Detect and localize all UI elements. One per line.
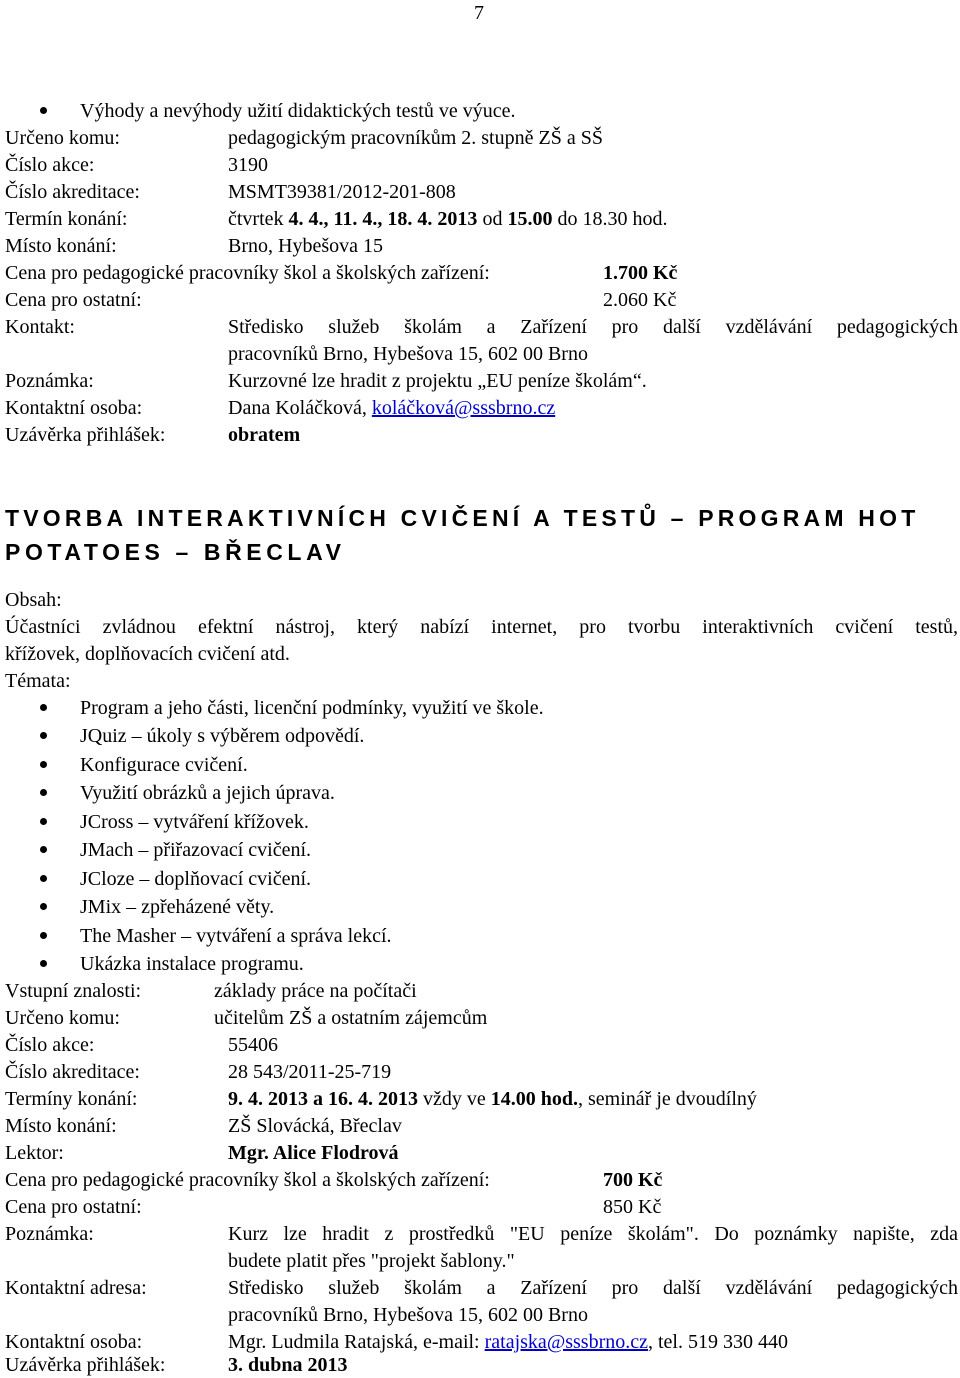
label-akce-2: Číslo akce: <box>5 1034 95 1056</box>
label-cena-ost-2: Cena pro ostatní: <box>5 1196 142 1218</box>
topic-item: JCloze – doplňovací cvičení. <box>80 868 312 890</box>
topic-item: JQuiz – úkoly s výběrem odpovědí. <box>80 725 365 747</box>
obsah-line2: křížovek, doplňovacích cvičení atd. <box>5 643 290 665</box>
label-misto: Místo konání: <box>5 235 117 257</box>
topic-item: Program a jeho části, licenční podmínky, využití ve škole. <box>80 697 544 719</box>
value-cena-ost: 2.060 Kč <box>603 289 677 311</box>
value-misto: Brno, Hybešova 15 <box>228 235 383 257</box>
value-adresa-line2: pracovníků Brno, Hybešova 15, 602 00 Brno <box>228 1304 588 1326</box>
label-znalosti: Vstupní znalosti: <box>5 980 142 1002</box>
bullet-dot <box>40 932 47 939</box>
value-termin <box>228 206 667 232</box>
termin-dates: 4. 4., 11. 4., 18. 4. 2013 <box>288 208 478 230</box>
topic-item: The Masher – vytváření a správa lekcí. <box>80 925 392 947</box>
label-cena-ost: Cena pro ostatní: <box>5 289 142 311</box>
value-poznamka: Kurzovné lze hradit z projektu „EU peníze školám“. <box>228 370 647 392</box>
bullet-dot <box>40 903 47 910</box>
topic-item: JMix – zpřeházené věty. <box>80 896 275 918</box>
label-misto-2: Místo konání: <box>5 1115 117 1137</box>
label-kontakt: Kontakt: <box>5 316 75 338</box>
osoba-2-name: Mgr. Ludmila Ratajská, e-mail: <box>228 1331 485 1353</box>
bullet-dot <box>40 761 47 768</box>
label-uzaverka-2: Uzávěrka přihlášek: <box>5 1354 166 1376</box>
label-poznamka-2: Poznámka: <box>5 1223 94 1245</box>
value-cena-ped-2: 700 Kč <box>603 1169 663 1191</box>
bullet-dot <box>40 818 47 825</box>
label-cena-ped: Cena pro pedagogické pracovníky škol a školských zařízení: <box>5 262 490 284</box>
label-cena-ped-2: Cena pro pedagogické pracovníky škol a školských zařízení: <box>5 1169 490 1191</box>
topic-item: Konfigurace cvičení. <box>80 754 248 776</box>
value-adresa-line1: Středisko služeb školám a Zařízení pro další vzdělávání pedagogických <box>228 1277 958 1299</box>
course-title-line1: TVORBA INTERAKTIVNÍCH CVIČENÍ A TESTŮ – PROGRAM HOT <box>5 505 920 531</box>
label-akreditace: Číslo akreditace: <box>5 181 140 203</box>
topic-item: Ukázka instalace programu. <box>80 953 304 975</box>
value-akce: 3190 <box>228 154 268 176</box>
label-obsah: Obsah: <box>5 589 62 611</box>
value-terminy <box>228 1086 757 1112</box>
label-lektor: Lektor: <box>5 1142 64 1164</box>
value-poznamka-line1: Kurz lze hradit z prostředků "EU peníze školám". Do poznámky napište, zda <box>228 1223 958 1245</box>
value-akreditace: MSMT39381/2012-201-808 <box>228 181 456 203</box>
topic-item: JCross – vytváření křížovek. <box>80 811 309 833</box>
bullet-item: Výhody a nevýhody užití didaktických testů ve výuce. <box>80 100 516 122</box>
label-terminy: Termíny konání: <box>5 1088 138 1110</box>
email-link-2[interactable]: ratajska@sssbrno.cz <box>484 1331 648 1353</box>
termin-mid: od <box>477 208 508 230</box>
value-urceno-2: učitelům ZŠ a ostatním zájemcům <box>214 1007 488 1029</box>
label-urceno-2: Určeno komu: <box>5 1007 120 1029</box>
bullet-dot <box>40 704 47 711</box>
label-osoba: Kontaktní osoba: <box>5 397 143 419</box>
value-cena-ped: 1.700 Kč <box>603 262 678 284</box>
topic-item: JMach – přiřazovací cvičení. <box>80 839 312 861</box>
course-title-line2: POTATOES – BŘECLAV <box>5 539 346 565</box>
bullet-dot <box>40 732 47 739</box>
value-cena-ost-2: 850 Kč <box>603 1196 662 1218</box>
bullet-dot <box>40 789 47 796</box>
email-link[interactable]: koláčková@sssbrno.cz <box>371 397 556 419</box>
label-osoba-2: Kontaktní osoba: <box>5 1331 143 1353</box>
value-poznamka-line2: budete platit přes "projekt šablony." <box>228 1250 515 1272</box>
label-termin: Termín konání: <box>5 208 128 230</box>
label-akreditace-2: Číslo akreditace: <box>5 1061 140 1083</box>
termin-pre: čtvrtek <box>228 208 289 230</box>
value-misto-2: ZŠ Slovácká, Břeclav <box>228 1115 402 1137</box>
page-number: 7 <box>474 2 484 24</box>
terminy-mid: vždy ve <box>418 1088 491 1110</box>
value-znalosti: základy práce na počítači <box>214 980 417 1002</box>
label-urceno: Určeno komu: <box>5 127 120 149</box>
value-kontakt-line1: Středisko služeb školám a Zařízení pro další vzdělávání pedagogických <box>228 316 958 338</box>
value-uzaverka-2: 3. dubna 2013 <box>228 1354 348 1376</box>
value-akce-2: 55406 <box>228 1034 278 1056</box>
value-akreditace-2: 28 543/2011-25-719 <box>228 1061 392 1083</box>
label-akce: Číslo akce: <box>5 154 95 176</box>
label-poznamka: Poznámka: <box>5 370 94 392</box>
value-uzaverka: obratem <box>228 424 301 446</box>
terminy-post: , seminář je dvoudílný <box>578 1088 757 1110</box>
bullet-dot <box>40 846 47 853</box>
topic-item: Využití obrázků a jejich úprava. <box>80 782 335 804</box>
label-temata: Témata: <box>5 670 71 692</box>
value-urceno: pedagogickým pracovníkům 2. stupně ZŠ a SŠ <box>228 127 603 149</box>
bullet-dot <box>40 875 47 882</box>
value-osoba <box>228 395 555 421</box>
bullet-dot <box>40 107 47 114</box>
terminy-dates: 9. 4. 2013 a 16. 4. 2013 <box>228 1088 418 1110</box>
bullet-dot <box>40 960 47 967</box>
termin-post: do 18.30 hod. <box>552 208 668 230</box>
obsah-line1: Účastníci zvládnou efektní nástroj, který nabízí internet, pro tvorbu interaktivních cvičení testů, <box>5 616 958 638</box>
terminy-time: 14.00 hod. <box>490 1088 579 1110</box>
value-lektor: Mgr. Alice Flodrová <box>228 1142 399 1164</box>
osoba-name: Dana Koláčková, <box>228 397 372 419</box>
label-adresa: Kontaktní adresa: <box>5 1277 147 1299</box>
termin-time: 15.00 <box>507 208 553 230</box>
value-kontakt-line2: pracovníků Brno, Hybešova 15, 602 00 Brno <box>228 343 588 365</box>
osoba-2-phone: , tel. 519 330 440 <box>648 1331 788 1353</box>
label-uzaverka: Uzávěrka přihlášek: <box>5 424 166 446</box>
